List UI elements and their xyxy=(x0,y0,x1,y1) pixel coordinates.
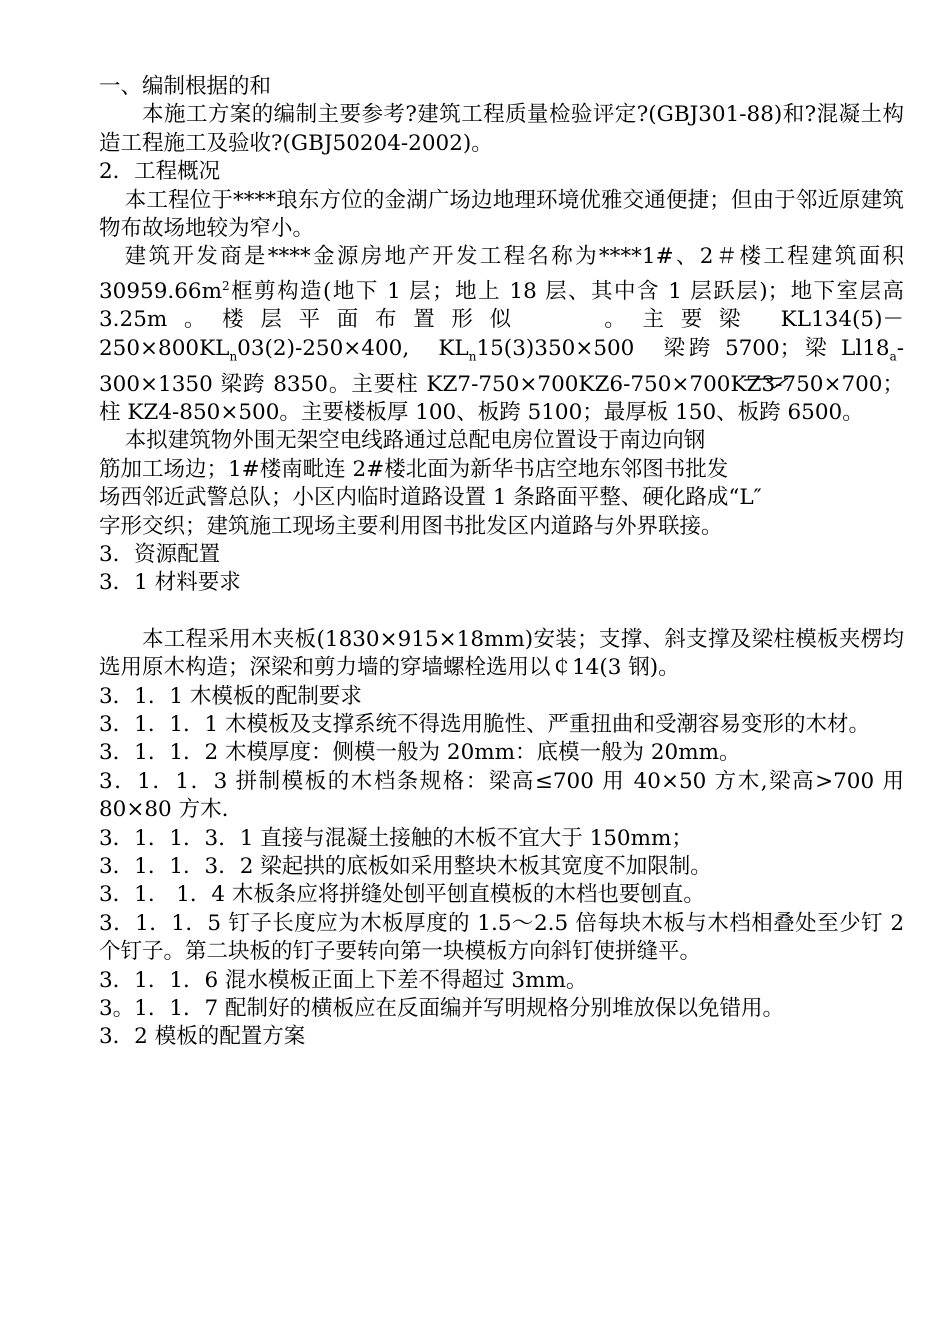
subscript-a: a xyxy=(889,349,897,364)
blank-line xyxy=(99,598,904,626)
item-3-1-1-6: 3．1．1．6 混水模板正面上下差不得超过 3mm。 xyxy=(99,967,588,993)
item-3-1-1-4: 3．1. 1．4 木板条应将拼缝处刨平刨直模板的木档也要刨直。 xyxy=(99,882,705,908)
item-3-1-1-2: 3．1．1．2 木模厚度：侧模一般为 20mm：底模一般为 20mm。 xyxy=(99,740,741,766)
item-3-1-1-3-1: 3．1．1．3．1 直接与混凝土接触的木板不宜大于 150mm； xyxy=(99,825,693,851)
paragraph-materials: 本工程采用木夹板(1830×915×18mm)安装；支撑、斜支撑及梁柱模板夹楞均选用原木构造；深梁和剪力墙的穿墙螺栓选用以￠14(3 钢)。 xyxy=(99,626,904,681)
surroundings-line-1: 本拟建筑物外围无架空电线路通过总配电房位置设于南边向钢 xyxy=(124,428,706,454)
heading-overview: 2．工程概况 xyxy=(99,159,221,185)
surroundings-line-3: 场西邻近武警总队；小区内临时道路设置 1 条路面平整、硬化路成“L″ xyxy=(99,485,762,511)
item-3-1-1-3-2: 3．1．1．3．2 梁起拱的底板如采用整块木板其宽度不加限制。 xyxy=(99,854,712,880)
document-body xyxy=(99,73,904,1052)
subscript-n-1: n xyxy=(229,349,238,364)
strike-mark-icon xyxy=(742,374,802,394)
structure-text-c: 03(2)-250×400, KL xyxy=(237,335,469,361)
paragraph-surroundings xyxy=(99,427,904,541)
heading-materials: 3．1 材料要求 xyxy=(99,570,241,596)
subscript-n-2: n xyxy=(468,349,477,364)
heading-basis: 一、编制根据的和 xyxy=(99,74,272,99)
item-3-1-1-5: 3．1．1．5 钉子长度应为木板厚度的 1.5～2.5 倍每块木板与木档相叠处至少钉 2 个钉子。第二块板的钉子要转向第一块模板方向斜钉使拼缝平。 xyxy=(99,910,904,965)
heading-formwork-requirements: 3．1．1 木模板的配制要求 xyxy=(99,683,362,709)
item-3-1-1-1: 3．1．1．1 木模板及支撑系统不得选用脆性、严重扭曲和受潮容易变形的木材。 xyxy=(99,711,871,737)
superscript-2: 2 xyxy=(221,278,230,293)
heading-formwork-plan: 3．2 模板的配置方案 xyxy=(99,1024,306,1050)
structure-text-e: -300×1350 梁跨 8350。主要柱 KZ7-750×700KZ6-750×700KZ3-750×700；柱 KZ4-850×500。主要楼板厚 100、板跨 5100；最厚板 150、板跨 6500。 xyxy=(99,335,904,425)
heading-resources: 3．资源配置 xyxy=(99,541,221,567)
surroundings-line-2: 筋加工场边；1#楼南毗连 2#楼北面为新华书店空地东邻图书批发 xyxy=(99,456,729,482)
surroundings-line-4: 字形交织；建筑施工现场主要利用图书批发区内道路与外界联接。 xyxy=(99,513,723,539)
paragraph-location: 本工程位于****琅东方位的金湖广场边地理环境优雅交通便捷；但由于邻近原建筑物布故场地较为窄小。 xyxy=(99,187,904,242)
paragraph-basis: 本施工方案的编制主要参考?建筑工程质量检验评定?(GBJ301-88)和?混凝土构造工程施工及验收?(GBJ50204-2002)。 xyxy=(99,102,904,156)
item-3-1-1-7: 3。1．1．7 配制好的横板应在反面编并写明规格分别堆放保以免错用。 xyxy=(99,996,785,1022)
item-3-1-1-3: 3．1．1．3 拼制模板的木档条规格：梁高≤700 用 40×50 方木,梁高>700 用 80×80 方木. xyxy=(99,768,904,823)
paragraph-structure xyxy=(99,243,904,427)
structure-text-d: 15(3)350×500 梁跨 5700；梁 Ll18 xyxy=(476,335,890,361)
structure-text-b: 框剪构造(地下 1 层；地上 18 层、其中含 1 层跃层)；地下室层高 3.25m。楼层平面布置形似 。主要梁 KL134(5)－250×800KL xyxy=(99,279,904,361)
structure-text-a: 建筑开发商是****金源房地产开发工程名称为****1#、2＃楼工程建筑面积 30959.66m xyxy=(99,244,904,304)
